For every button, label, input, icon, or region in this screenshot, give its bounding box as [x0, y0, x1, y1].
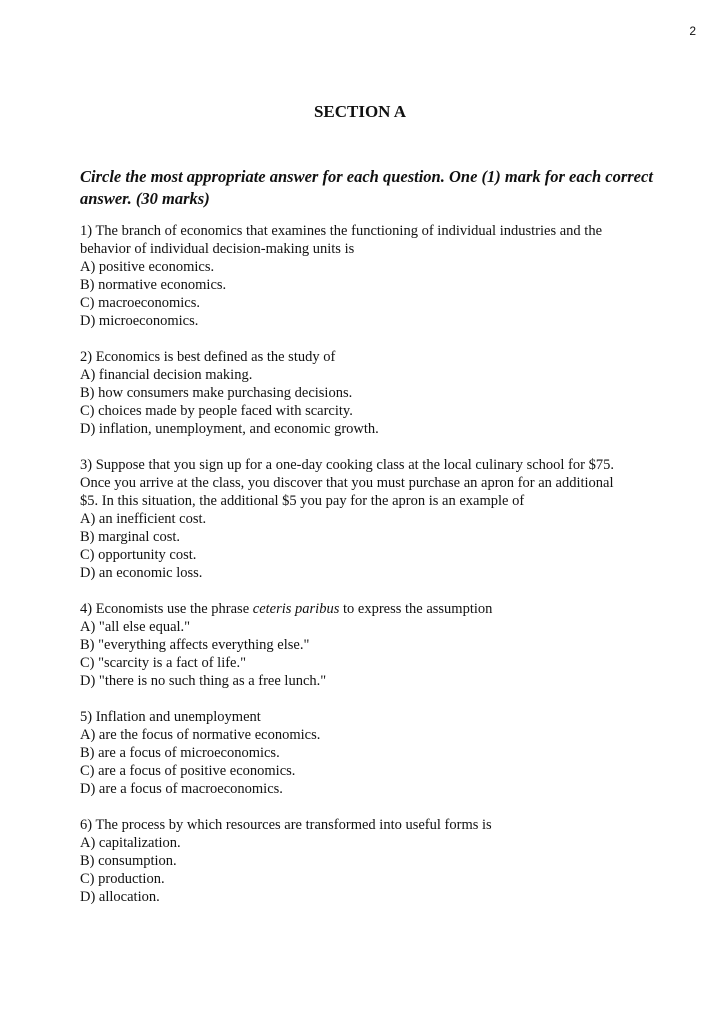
answer-option-d[interactable]: D) inflation, unemployment, and economic growth. [80, 421, 379, 437]
question-4 [80, 600, 680, 690]
question-stem-text: to express the assumption [339, 601, 493, 617]
question-stem-line: 2) Economics is best defined as the study of [80, 349, 336, 365]
question-6 [80, 816, 680, 906]
page-number: 2 [689, 24, 696, 38]
question-stem-line: 1) The branch of economics that examines the functioning of individual industries and the [80, 223, 602, 239]
question-5 [80, 708, 680, 798]
question-1 [80, 222, 680, 330]
question-2 [80, 348, 680, 438]
question-stem-line: Once you arrive at the class, you discover that you must purchase an apron for an additional [80, 475, 614, 491]
answer-option-d[interactable]: D) an economic loss. [80, 565, 203, 581]
answer-option-a[interactable]: A) capitalization. [80, 835, 181, 851]
answer-option-b[interactable]: B) consumption. [80, 853, 177, 869]
answer-option-c[interactable]: C) are a focus of positive economics. [80, 763, 296, 779]
question-stem-line: 3) Suppose that you sign up for a one-day cooking class at the local culinary school for $75. [80, 457, 614, 473]
answer-option-c[interactable]: C) opportunity cost. [80, 547, 197, 563]
answer-option-b[interactable]: B) "everything affects everything else." [80, 637, 310, 653]
answer-option-c[interactable]: C) macroeconomics. [80, 295, 200, 311]
answer-option-b[interactable]: B) normative economics. [80, 277, 227, 293]
answer-option-a[interactable]: A) an inefficient cost. [80, 511, 207, 527]
answer-option-c[interactable]: C) production. [80, 871, 165, 887]
answer-option-a[interactable]: A) "all else equal." [80, 619, 191, 635]
instructions: Circle the most appropriate answer for each question. One (1) mark for each correct answer. (30 marks) [80, 167, 653, 208]
question-stem-line: $5. In this situation, the additional $5 you pay for the apron is an example of [80, 493, 525, 509]
answer-option-c[interactable]: C) "scarcity is a fact of life." [80, 655, 247, 671]
answer-option-b[interactable]: B) how consumers make purchasing decisions. [80, 385, 353, 401]
answer-option-d[interactable]: D) "there is no such thing as a free lunch." [80, 673, 327, 689]
section-title: SECTION A [313, 102, 407, 121]
answer-option-a[interactable]: A) are the focus of normative economics. [80, 727, 321, 743]
answer-option-b[interactable]: B) marginal cost. [80, 529, 181, 545]
question-stem [80, 600, 680, 618]
question-list [80, 222, 680, 924]
answer-option-d[interactable]: D) allocation. [80, 889, 160, 905]
answer-option-a[interactable]: A) positive economics. [80, 259, 215, 275]
question-stem-italic-term: ceteris paribus [252, 601, 340, 617]
question-stem-line: 5) Inflation and unemployment [80, 709, 261, 725]
answer-option-d[interactable]: D) microeconomics. [80, 313, 199, 329]
question-stem-line: 6) The process by which resources are transformed into useful forms is [80, 817, 492, 833]
answer-option-c[interactable]: C) choices made by people faced with scarcity. [80, 403, 353, 419]
question-stem-text: 4) Economists use the phrase [80, 601, 253, 617]
answer-option-a[interactable]: A) financial decision making. [80, 367, 253, 383]
answer-option-b[interactable]: B) are a focus of microeconomics. [80, 745, 280, 761]
question-stem-line: behavior of individual decision-making units is [80, 241, 355, 257]
answer-option-d[interactable]: D) are a focus of macroeconomics. [80, 781, 283, 797]
question-3 [80, 456, 680, 582]
